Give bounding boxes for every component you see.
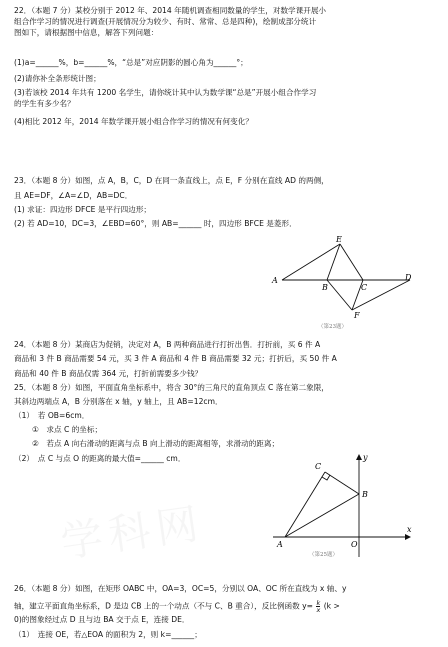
fig23-label-b: B xyxy=(322,283,328,292)
q26-line-2-text: 轴，建立平面直角坐标系，D 是边 CB 上的一个动点（不与 C、B 重合），反比例函数 y= xyxy=(14,601,314,611)
q23-line-2: 且 AE=DF，∠A=∠D，AB=DC． xyxy=(14,191,133,200)
figure-23 xyxy=(270,232,420,332)
fraction-denominator: x xyxy=(316,606,321,613)
q26-line-4: （1） 连接 OE，若△EOA 的面积为 2，则 k=______； xyxy=(14,630,202,639)
q25-line-1: 25．（本题 8 分）如图，平面直角坐标系中，将含 30°的三角尺的直角顶点 C 落在第二象限， xyxy=(14,383,329,392)
fig25-label-y: y xyxy=(363,453,368,462)
q24-line-1: 24．（本题 8 分）某商店为促销，决定对 A，B 两种商品进行打折出售．打折前，买 6 件 A xyxy=(14,340,321,349)
fig25-label-c: C xyxy=(315,462,322,471)
q26-line-3: 0)的图象经过点 D 且与边 BA 交于点 E，连接 DE． xyxy=(14,615,190,624)
fig23-caption: （第23题） xyxy=(318,324,347,330)
q22-line-5: (2)请你补全条形统计图； xyxy=(14,74,101,83)
q25-line-2: 其斜边两端点 A，B 分别落在 x 轴，y 轴上，且 AB=12cm． xyxy=(14,397,223,406)
q22-line-2: 组合作学习的情况进行调查(开展情况分为较少、有时、常常、总是四种)，绘制成部分统计 xyxy=(14,17,317,26)
q23-line-1: 23．（本题 8 分）如图，点 A，B，C，D 在同一条直线上，点 E，F 分别在直线 AD 的两侧， xyxy=(14,176,329,185)
q26-line-1: 26．（本题 8 分）如图，在矩形 OABC 中，OA=3，OC=5，分别以 OA、OC 所在直线为 x 轴、y xyxy=(14,584,347,593)
fig23-label-a: A xyxy=(272,276,278,285)
watermark xyxy=(57,490,208,569)
fig23-label-c: C xyxy=(361,283,368,292)
q25-line-4: ① 求点 C 的坐标； xyxy=(32,425,103,434)
q22-line-8: (4)相比 2012 年，2014 年数学课开展小组合作学习的情况有何变化？ xyxy=(14,117,253,126)
q22-line-7: 的学生有多少名？ xyxy=(14,99,75,108)
fig25-label-x: x xyxy=(407,525,412,534)
figure-25 xyxy=(265,452,415,562)
q24-line-3: 商品和 40 件 B 商品仅需 364 元，打折前需要多少钱？ xyxy=(14,369,203,378)
fraction-numerator: k xyxy=(316,600,321,607)
q22-line-4: (1)a=______%，b=______%，“总是”对应阴影的圆心角为______°； xyxy=(14,58,248,67)
q22-line-6: (3)若该校 2014 年共有 1200 名学生，请你统计其中认为数学课“总是”开展小组合作学习 xyxy=(14,88,317,97)
fig25-label-b: B xyxy=(362,490,368,499)
q25-line-6: （2） 点 C 与点 O 的距离的最大值=______ cm． xyxy=(14,454,186,463)
fig25-caption: （第25题） xyxy=(309,552,338,558)
fig25-label-a: A xyxy=(277,540,283,549)
q26-line-2 xyxy=(14,600,340,613)
q23-line-3: (1) 求证：四边形 DFCE 是平行四边形； xyxy=(14,205,152,214)
q22-line-3: 图如下，请根据图中信息，解答下列问题： xyxy=(14,28,159,37)
q24-line-2: 商品和 3 件 B 商品需要 54 元，买 3 件 A 商品和 4 件 B 商品需要 32 元；打折后，买 50 件 A xyxy=(14,354,337,363)
q23-line-4: (2) 若 AD=10，DC=3，∠EBD=60°，则 AB=______ 时，四边形 BFCE 是菱形． xyxy=(14,219,297,228)
q25-line-5: ② 若点 A 向右滑动的距离与点 B 向上滑动的距离相等，求滑动的距离； xyxy=(32,439,280,448)
fraction-k-over-x xyxy=(316,600,320,613)
fig23-label-e: E xyxy=(336,235,342,244)
q22-line-1: 22．（本题 7 分）某校分别于 2012 年、2014 年随机调查相同数量的学生，对数学课开展小 xyxy=(14,6,327,15)
fig23-label-d: D xyxy=(405,273,412,282)
fig25-label-o: O xyxy=(351,540,358,549)
fig23-label-f: F xyxy=(354,311,360,320)
q25-line-3: （1） 若 OB=6cm． xyxy=(14,411,90,420)
q26-line-2-tail: (k > xyxy=(323,601,340,611)
